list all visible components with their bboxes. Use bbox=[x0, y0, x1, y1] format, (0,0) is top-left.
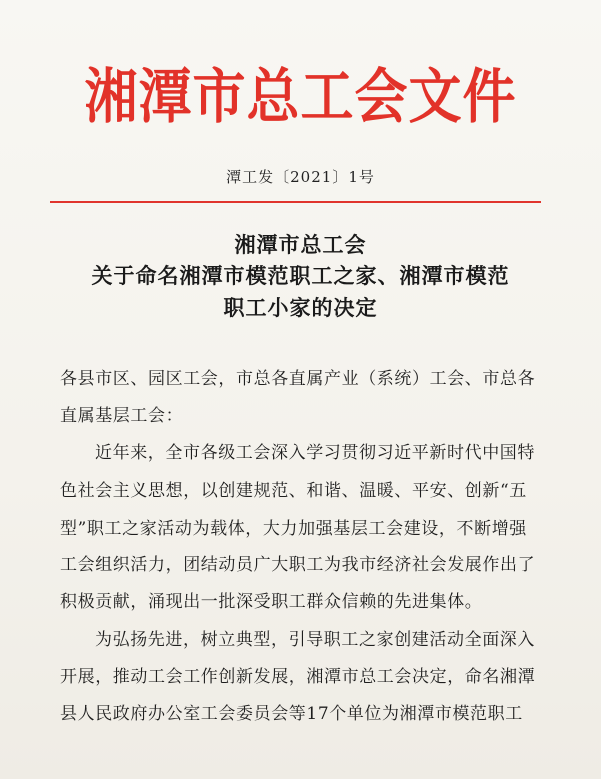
body-line-3: 近年来，全市各级工会深入学习贯彻习近平新时代中国特 bbox=[95, 443, 535, 463]
body-line-4: 色社会主义思想，以创建规范、和谐、温暖、平安、创新“五 bbox=[60, 481, 527, 501]
body-line-6: 工会组织活力，团结动员广大职工为我市经济社会发展作出了 bbox=[60, 555, 536, 575]
body-line-8: 为弘扬先进，树立典型，引导职工之家创建活动全面深入 bbox=[95, 630, 535, 650]
masthead-title: 湘潭市总工会文件 bbox=[84, 63, 517, 132]
decision-title-line-1: 湘潭市总工会 bbox=[234, 232, 367, 257]
decision-title-line-2: 关于命名湘潭市模范职工之家、湘潭市模范 bbox=[91, 263, 510, 288]
body-line-2: 直属基层工会： bbox=[60, 406, 184, 426]
red-divider-line bbox=[50, 201, 541, 203]
body-line-5: 型”职工之家活动为载体，大力加强基层工会建设，不断增强 bbox=[60, 519, 527, 539]
document-number: 潭工发〔2021〕1号 bbox=[226, 168, 375, 186]
decision-title-line-3: 职工小家的决定 bbox=[223, 295, 378, 320]
body-line-9: 开展，推动工会工作创新发展，湘潭市总工会决定，命名湘潭 bbox=[60, 667, 536, 687]
body-line-10: 县人民政府办公室工会委员会等17个单位为湘潭市模范职工 bbox=[60, 704, 523, 724]
body-line-1: 各县市区、园区工会，市总各直属产业（系统）工会、市总各 bbox=[60, 369, 536, 389]
body-line-7: 积极贡献，涌现出一批深受职工群众信赖的先进集体。 bbox=[60, 592, 483, 612]
